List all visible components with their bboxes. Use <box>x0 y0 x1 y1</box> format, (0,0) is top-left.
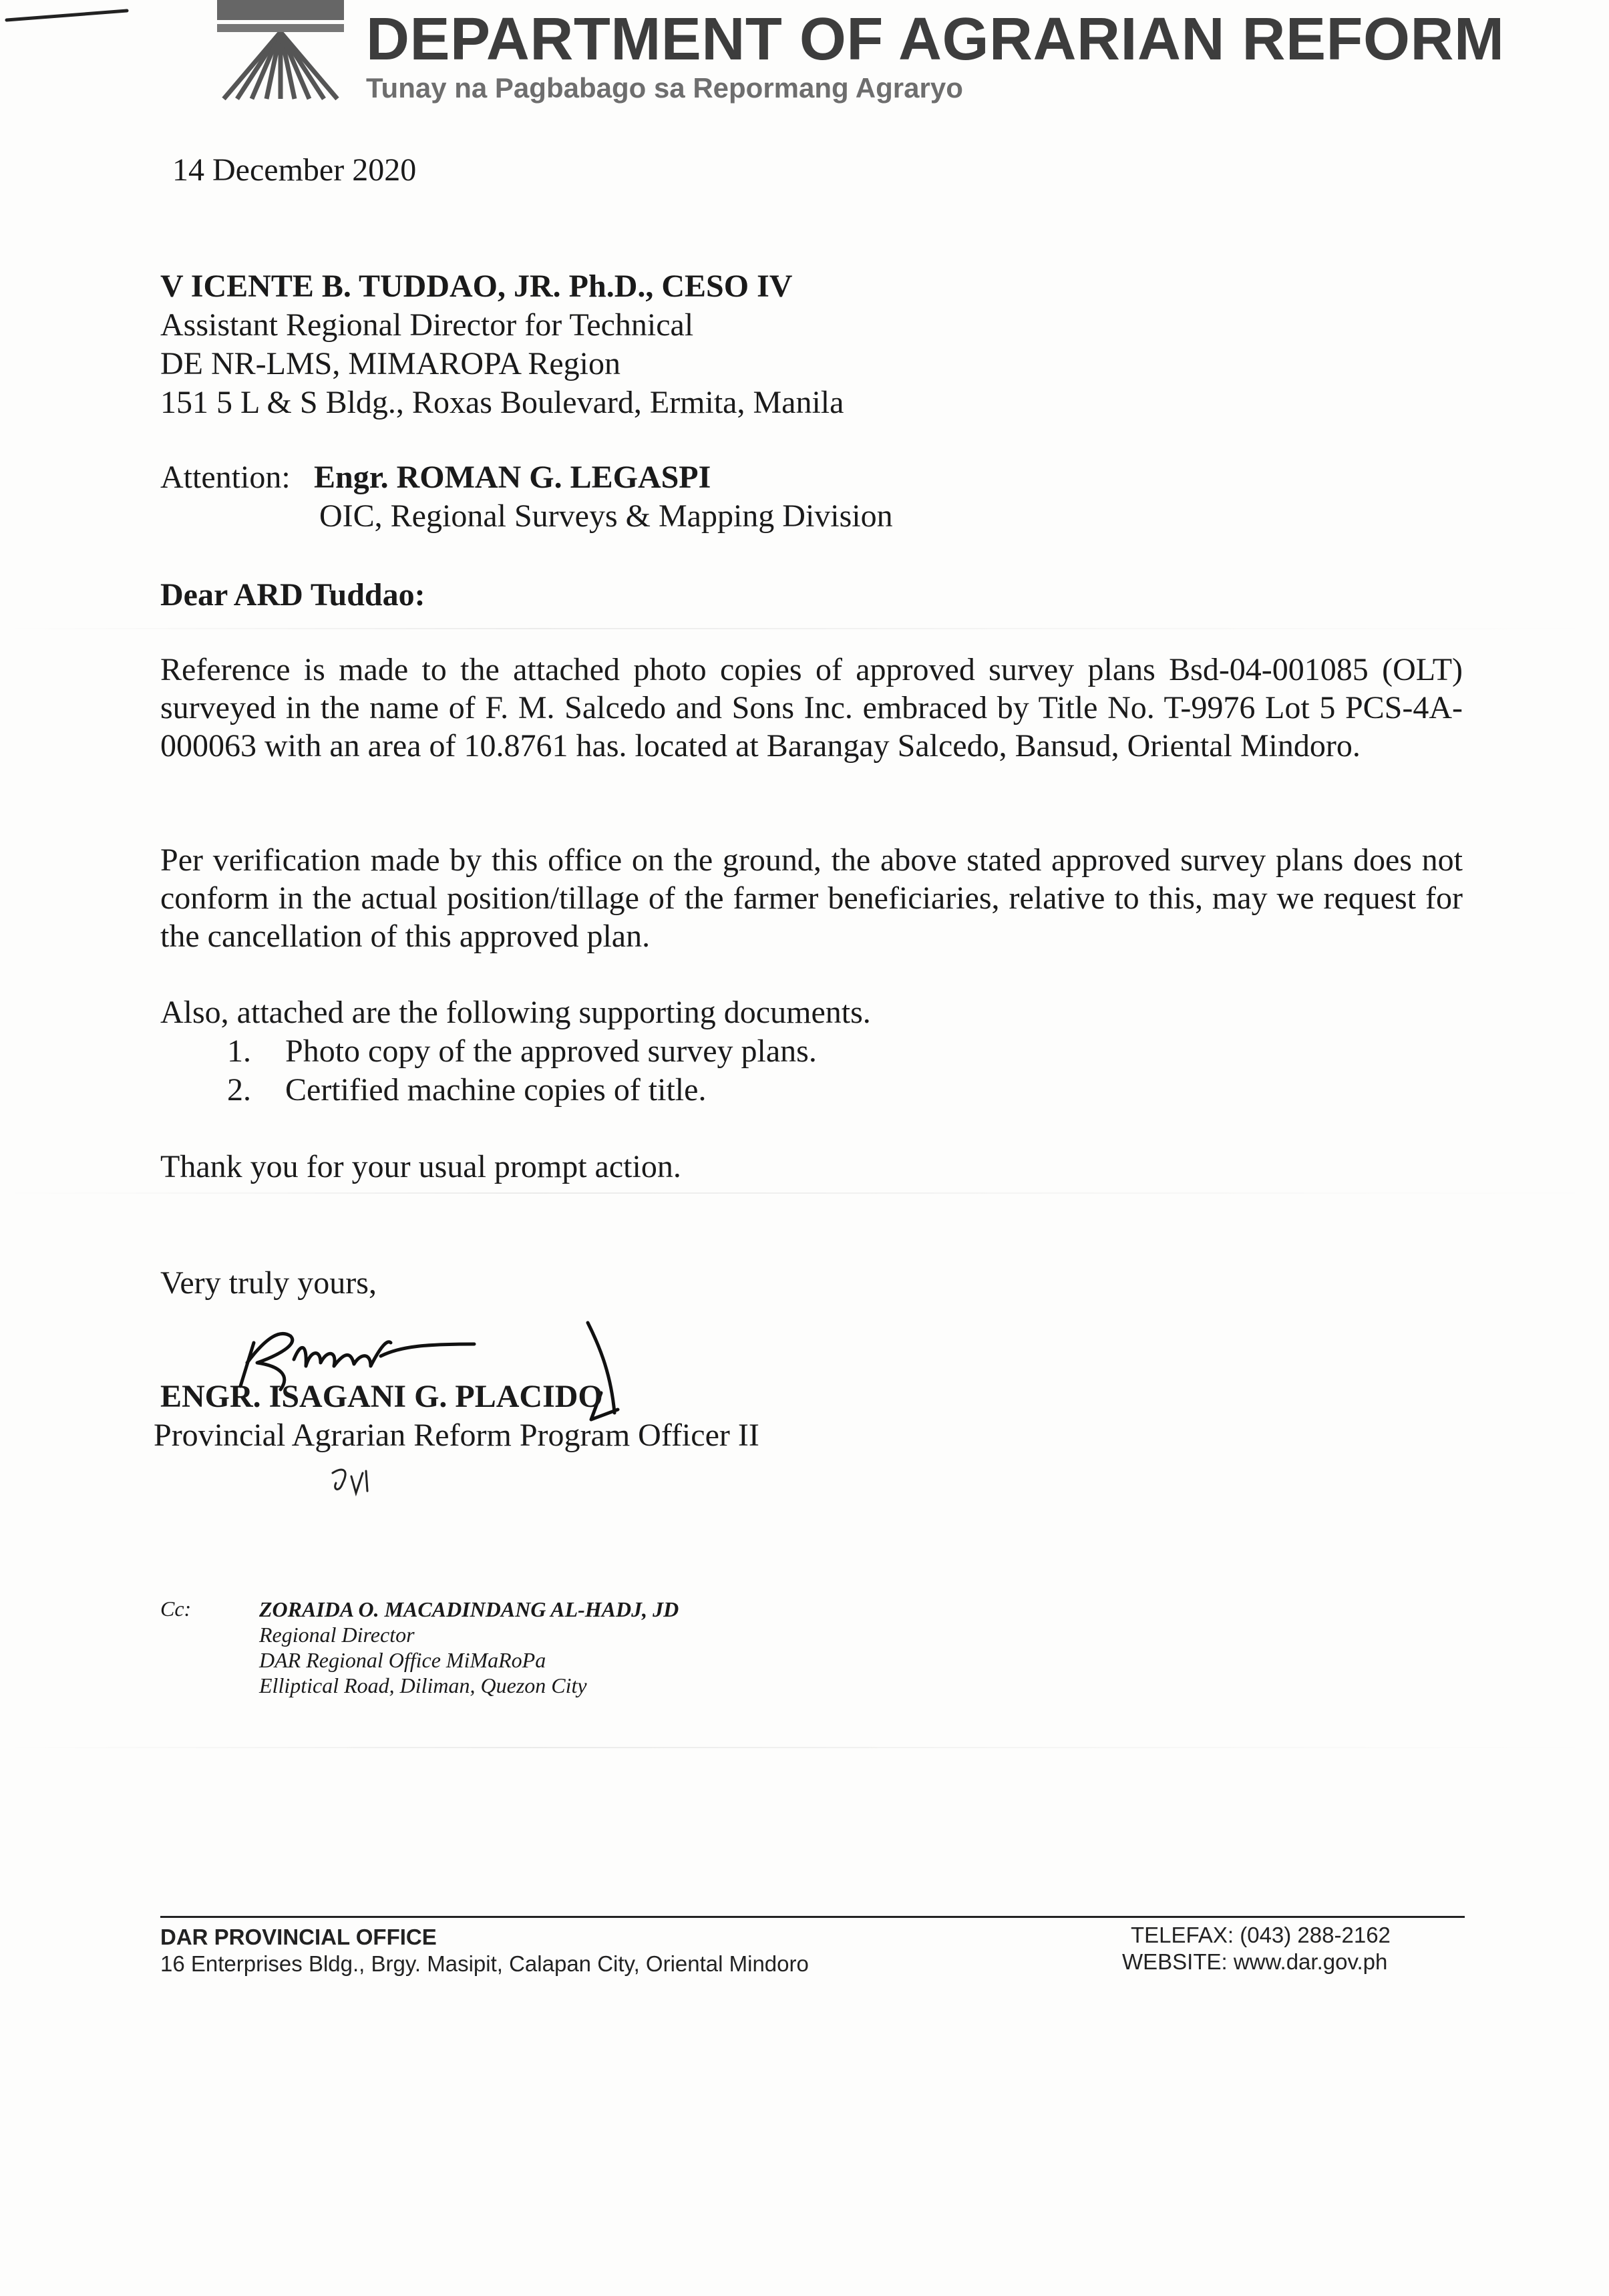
footer-website: WEBSITE: www.dar.gov.ph <box>1122 1949 1388 1974</box>
salutation: Dear ARD Tuddao: <box>160 577 425 613</box>
department-tagline: Tunay na Pagbabago sa Repormang Agraryo <box>366 72 963 104</box>
footer-office-name: DAR PROVINCIAL OFFICE <box>160 1925 437 1949</box>
footer-telefax: TELEFAX: (043) 288-2162 <box>1131 1923 1391 1947</box>
recipient-name: V ICENTE B. TUDDAO, JR. Ph.D., CESO IV <box>160 269 793 304</box>
pen-mark <box>0 0 160 40</box>
fold-line <box>0 1747 1609 1748</box>
cc-recipient-address: Elliptical Road, Diliman, Quezon City <box>259 1673 587 1697</box>
attention-name: Engr. ROMAN G. LEGASPI <box>314 460 711 495</box>
cc-label: Cc: <box>160 1597 192 1621</box>
body-paragraph-reference: Reference is made to the attached photo copies of approved survey plans Bsd-04-001085 (OLT) surveyed in the name of F. M. Salcedo and Sons Inc. embraced by Title No. T-9976 Lot 5 PCS-4A- 000063 with an area of 10.8761 has. located at Barangay Salcedo, Bansud, Oriental Mindoro. <box>160 652 1463 764</box>
list-number: 1. <box>227 1033 251 1069</box>
list-item: Photo copy of the approved survey plans. <box>285 1033 817 1069</box>
footer-divider <box>160 1916 1465 1918</box>
closing: Very truly yours, <box>160 1265 377 1301</box>
cc-recipient-name: ZORAIDA O. MACADINDANG AL-HADJ, JD <box>259 1597 679 1621</box>
recipient-position: Assistant Regional Director for Technical <box>160 307 694 343</box>
dar-logo-icon <box>217 0 344 100</box>
attention-label: Attention: <box>160 460 291 495</box>
recipient-address: 151 5 L & S Bldg., Roxas Boulevard, Ermita, Manila <box>160 385 844 420</box>
body-paragraph-thanks: Thank you for your usual prompt action. <box>160 1149 681 1184</box>
handwritten-initials <box>326 1463 373 1503</box>
list-item: Certified machine copies of title. <box>285 1072 707 1108</box>
letter-date: 14 December 2020 <box>172 152 417 188</box>
signatory-name: ENGR. ISAGANI G. PLACIDO <box>160 1379 603 1414</box>
department-name: DEPARTMENT OF AGRARIAN REFORM <box>366 6 1505 73</box>
recipient-office: DE NR-LMS, MIMAROPA Region <box>160 346 620 381</box>
fold-line <box>0 1192 1609 1194</box>
signatory-title: Provincial Agrarian Reform Program Officer II <box>154 1418 759 1453</box>
attention-title: OIC, Regional Surveys & Mapping Division <box>319 498 893 534</box>
cc-recipient-office: DAR Regional Office MiMaRoPa <box>259 1648 546 1672</box>
body-paragraph-attachments: Also, attached are the following supporting documents. <box>160 995 871 1030</box>
footer-address: 16 Enterprises Bldg., Brgy. Masipit, Calapan City, Oriental Mindoro <box>160 1951 809 1976</box>
cc-recipient-position: Regional Director <box>259 1623 415 1647</box>
fold-line <box>0 628 1609 629</box>
list-number: 2. <box>227 1072 251 1108</box>
body-paragraph-verification: Per verification made by this office on the ground, the above stated approved survey plans does not conform in the actual position/tillage of the farmer beneficiaries, relative to this, may we request for the cancellation of this approved plan. <box>160 842 1463 954</box>
